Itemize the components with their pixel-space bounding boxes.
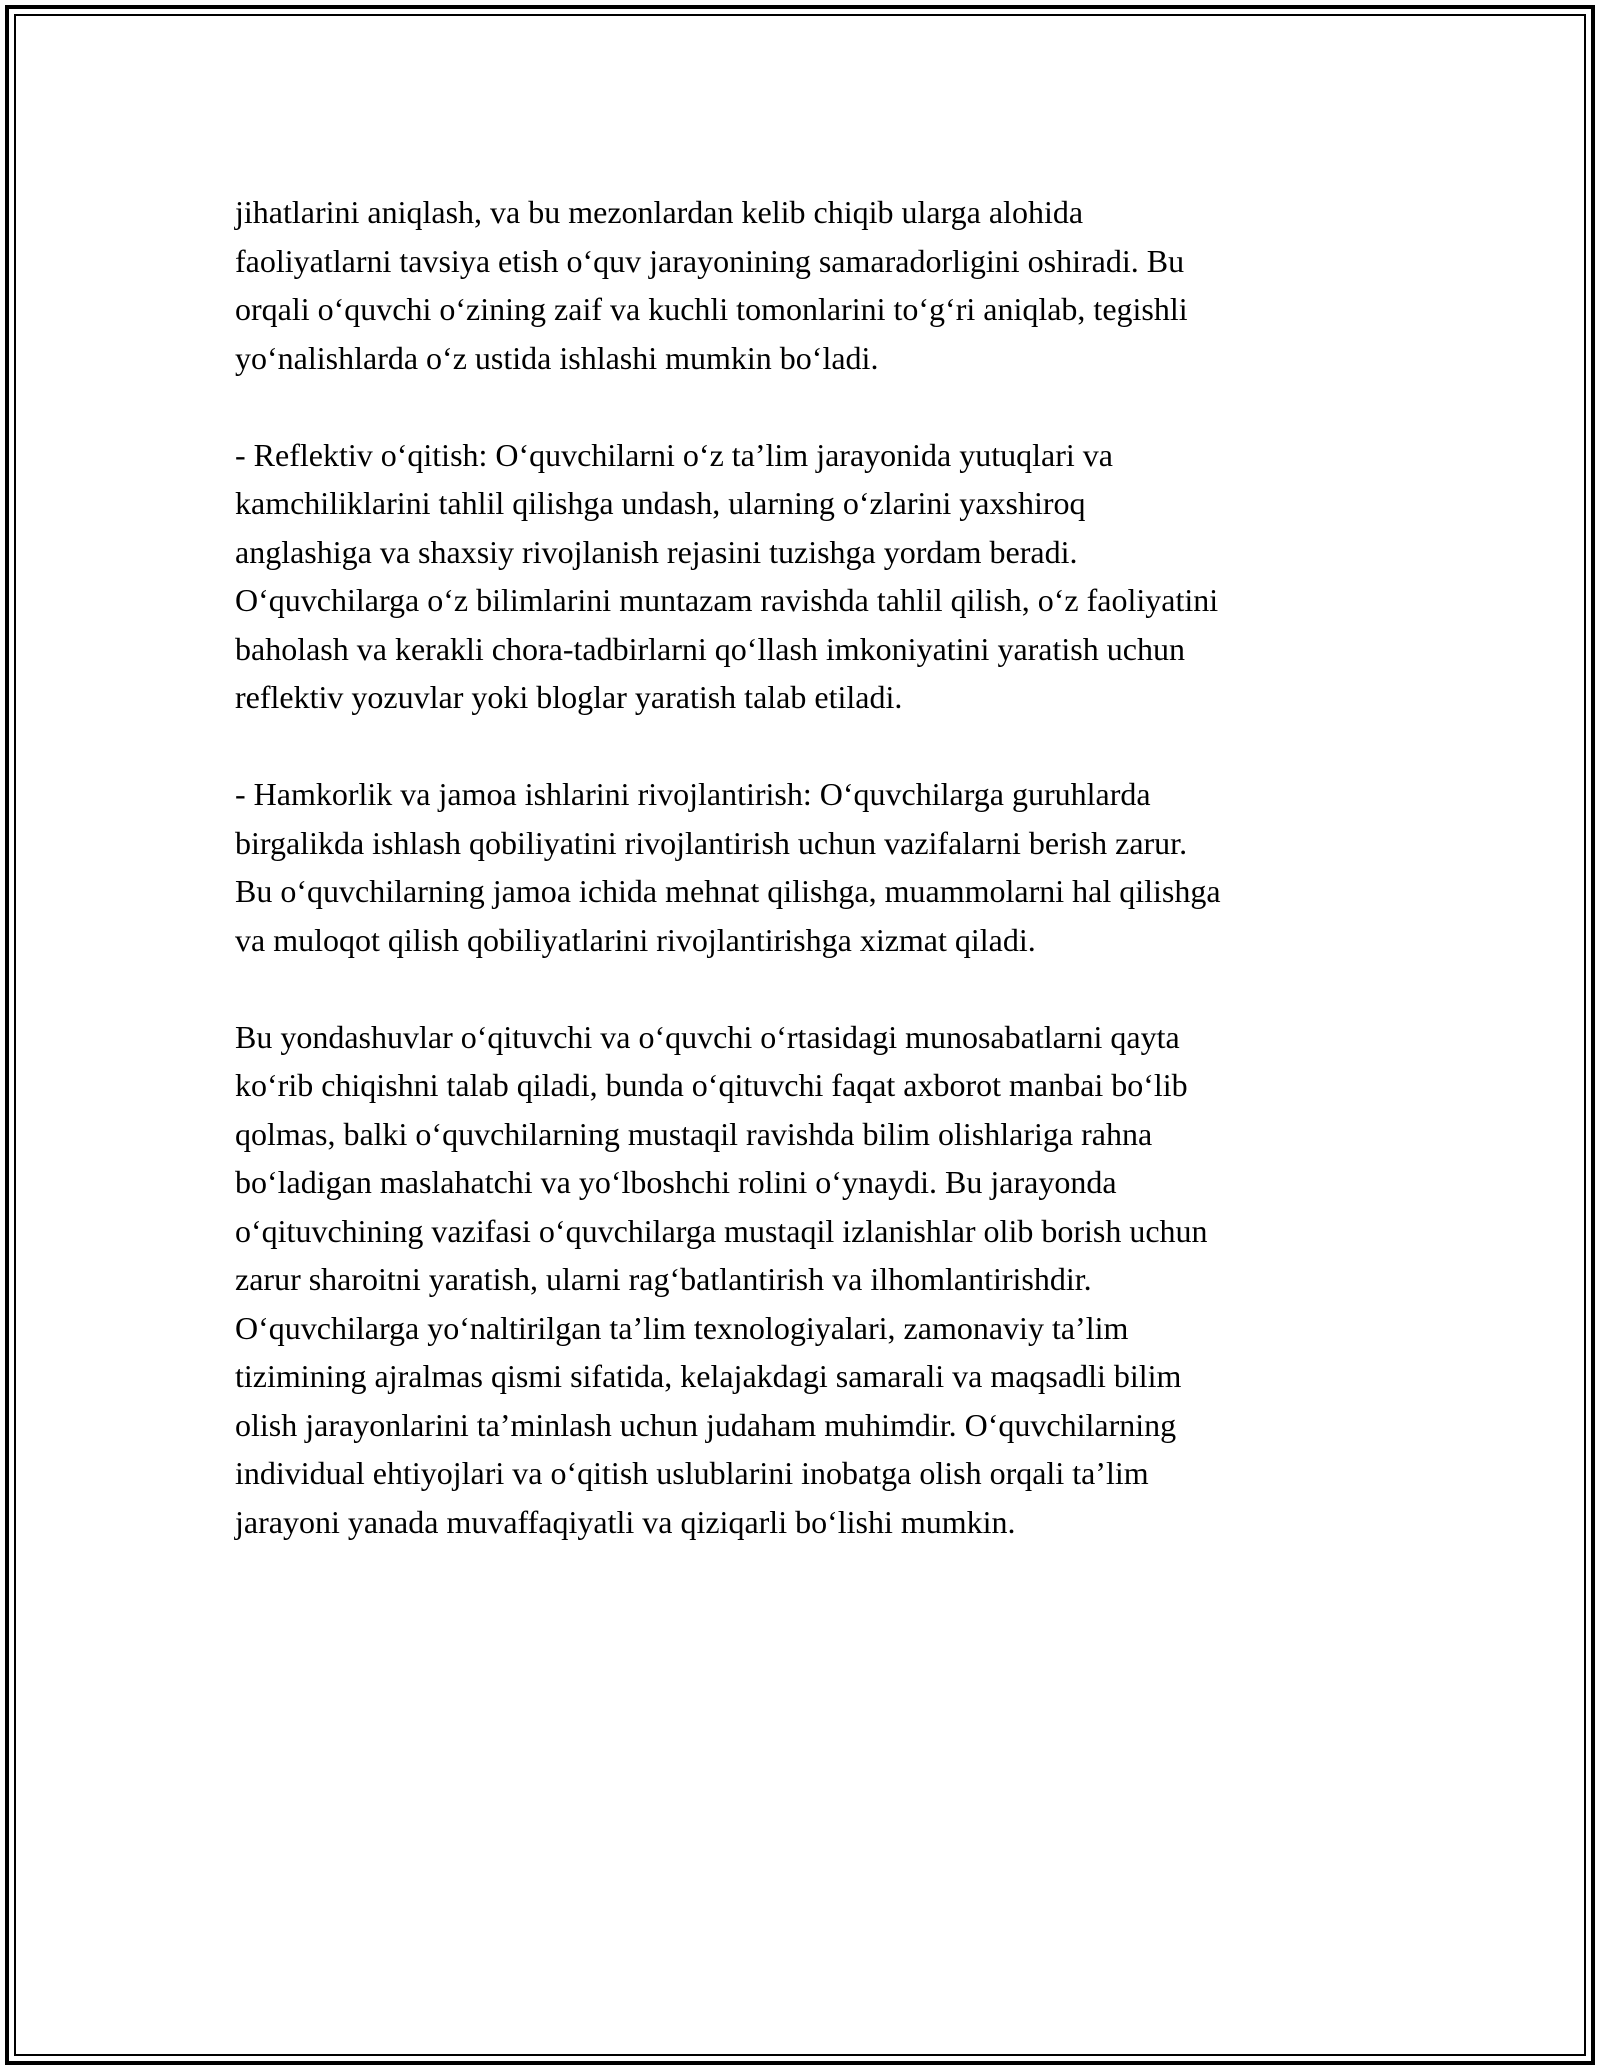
paragraph-conclusion: Bu yondashuvlar o‘qituvchi va o‘quvchi o‘rtasidagi munosabatlarni qayta ko‘rib chiqishni talab qiladi, bunda o‘qituvchi faqat axborot manbai bo‘lib qolmas, balki o‘quvchilarning mustaqil ravishda bilim olishlariga rahna bo‘ladigan maslahatchi va yo‘lboshchi rolini o‘ynaydi. Bu jarayonda o‘qituvchining vazifasi o‘quvchilarga mustaqil izlanishlar olib borish uchun zarur sharoitni yaratish, ularni rag‘batlantirish va ilhomlantirishdir. O‘quvchilarga yo‘naltirilgan ta’lim texnologiyalari, zamonaviy ta’lim tizimining ajralmas qismi sifatida, kelajakdagi samarali va maqsadli bilim olish jarayonlarini ta’minlash uchun judaham muhimdir. O‘quvchilarning individual ehtiyojlari va o‘qitish uslublarini inobatga olish orqali ta’lim jarayoni yanada muvaffaqiyatli va qiziqarli bo‘lishi mumkin. <box>235 1018 1208 1540</box>
paragraph-collaboration-teamwork: - Hamkorlik va jamoa ishlarini rivojlantirish: O‘quvchilarga guruhlarda birgalikda ishlash qobiliyatini rivojlantirish uchun vazifalarni berish zarur. Bu o‘quvchilarning jamoa ichida mehnat qilishga, muammolarni hal qilishga va muloqot qilish qobiliyatlarini rivojlantirishga xizmat qiladi. <box>235 776 1221 958</box>
paragraph-learner-analysis: jihatlarini aniqlash, va bu mezonlardan kelib chiqib ularga alohida faoliyatlarni tavsiya etish o‘quv jarayonining samaradorligini oshiradi. Bu orqali o‘quvchi o‘zining zaif va kuchli tomonlarini to‘g‘ri aniqlab, tegishli yo‘nalishlarda o‘z ustida ishlashi mumkin bo‘ladi. <box>235 194 1188 376</box>
document-body <box>235 188 1370 1595</box>
paragraph-reflective-teaching: - Reflektiv o‘qitish: O‘quvchilarni o‘z ta’lim jarayonida yutuqlari va kamchiliklarini tahlil qilishga undash, ularning o‘zlarini yaxshiroq anglashiga va shaxsiy rivojlanish rejasini tuzishga yordam beradi. O‘quvchilarga o‘z bilimlarini muntazam ravishda tahlil qilish, o‘z faoliyatini baholash va kerakli chora-tadbirlarni qo‘llash imkoniyatini yaratish uchun reflektiv yozuvlar yoki bloglar yaratish talab etiladi. <box>235 436 1219 715</box>
